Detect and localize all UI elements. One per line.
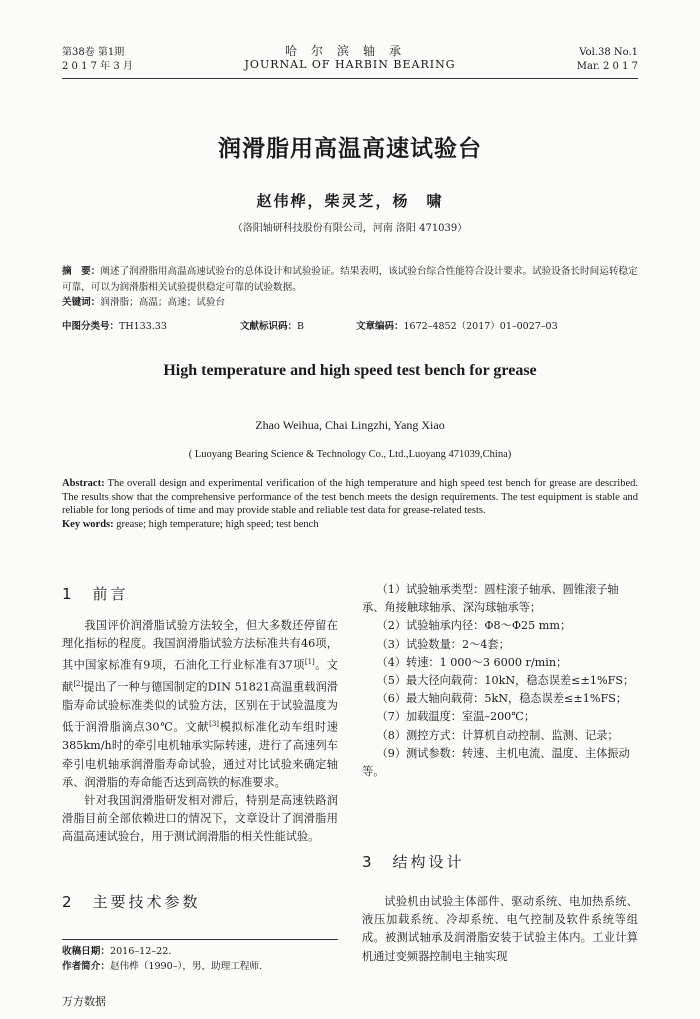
affiliation-cn: （洛阳轴研科技股份有限公司，河南 洛阳 471039）	[232, 223, 468, 234]
article-value: 1672–4852（2017）01–0027–03	[403, 321, 558, 332]
section-2-heading: 2 主要技术参数	[62, 893, 201, 911]
clc-value: TH133.33	[119, 321, 167, 332]
citation-ref: [2]	[73, 680, 84, 689]
author-bio-label: 作者简介：	[62, 961, 110, 972]
parameter-item: （5）最大径向载荷：10kN，稳态误差≤±1%FS；	[376, 674, 635, 688]
parameter-item: （6）最大轴向载荷：5kN，稳态误差≤±1%FS；	[376, 692, 628, 706]
section-1-paragraph-1	[62, 617, 338, 792]
abstract-en-text: The overall design and experimental verification of the high temperature and high speed test bench for grease are described. The results show that the comprehensive performance of the test bench meets the design requirements. The test equipment is stable and reliable for long periods of time and may provide stable and reliable test data for grease-related tests.	[62, 478, 639, 516]
header-volume-en	[577, 46, 638, 74]
para-text: 模拟标准化动车组时速385km/h时的牵引电机轴承实际转速，进行了高速列车牵引电机轴承润滑脂寿命试验，通过对比试验来确定轴承、润滑脂的寿命能否达到高铁的标准要求。	[62, 721, 338, 789]
footnote-rule	[62, 939, 338, 940]
section-1-heading: 1 前言	[62, 585, 129, 603]
keywords-cn: 润滑脂；高温；高速；试验台	[100, 297, 226, 308]
para-text: 提出了一种与德国制定的DIN 51821高温重载润滑脂寿命试验标准类似的试验方法，区别在于试验温度为低于润滑脂滴点30℃。文献	[62, 681, 338, 735]
clc-label: 中图分类号：	[62, 321, 120, 332]
parameter-item: （8）测控方式：计算机自动控制、监测、记录；	[376, 728, 619, 742]
para-text: 。文献	[62, 659, 338, 695]
section-3-paragraph-1: 试验机由试验主体部件、驱动系统、电加热系统、液压加载系统、冷却系统、电气控制及软件系统等组成。被测试轴承及润滑脂安装于试验主体内。工业计算机通过变频器控制电主轴实现	[362, 895, 638, 963]
authors-en: Zhao Weihua, Chai Lingzhi, Yang Xiao	[255, 418, 445, 432]
abstract-cn-label: 摘 要：	[62, 266, 101, 277]
received-date: 2016–12–22.	[109, 946, 172, 957]
title-en: High temperature and high speed test bench for grease	[163, 362, 537, 379]
doccode-value: B	[297, 321, 304, 332]
parameter-item: （7）加载温度：室温–200℃；	[376, 710, 536, 724]
section-3-heading: 3 结构设计	[362, 853, 465, 871]
citation-ref: [3]	[209, 720, 220, 729]
keywords-cn-label: 关键词：	[62, 297, 101, 308]
section-1-body	[62, 617, 338, 847]
journal-name-cn: 哈尔滨轴承	[284, 44, 415, 58]
parameter-item: （1）试验轴承类型：圆柱滚子轴承、圆锥滚子轴承、角接触球轴承、深沟球轴承等；	[362, 583, 619, 615]
date-cn: 2 0 1 7 年 3 月	[62, 61, 133, 72]
author-bio: 赵伟桦（1990–），男，助理工程师.	[109, 961, 263, 972]
keywords-en: grease; high temperature; high speed; test bench	[116, 518, 319, 530]
authors-cn: 赵伟桦，柴灵芝，杨 啸	[256, 192, 444, 210]
header-journal	[200, 44, 500, 72]
doccode-label: 文献标识码：	[240, 321, 298, 332]
footnote	[62, 944, 338, 974]
article-label: 文章编码：	[356, 321, 404, 332]
header-volume-cn	[62, 46, 133, 74]
journal-name-en: JOURNAL OF HARBIN BEARING	[244, 58, 456, 71]
parameter-list	[362, 581, 638, 781]
date-en: Mar. 2 0 1 7	[576, 61, 638, 72]
parameter-item: （3）试验数量：2～4套；	[376, 637, 510, 651]
section-3-body	[362, 893, 638, 966]
title-cn: 润滑脂用高温高速试验台	[218, 136, 482, 162]
volume-issue-cn: 第38卷 第1期	[62, 47, 125, 58]
abstract-cn-text: 阐述了润滑脂用高温高速试验台的总体设计和试验验证。结果表明，该试验台综合性能符合设计要求。试验设备长时间运转稳定可靠，可以为润滑脂相关试验提供稳定可靠的试验数据。	[62, 266, 638, 293]
affiliation-en: ( Luoyang Bearing Science & Technology Co., Ltd.,Luoyang 471039,China)	[188, 449, 512, 460]
citation-ref: [1]	[304, 658, 315, 667]
received-label: 收稿日期：	[62, 946, 110, 957]
abstract-cn	[62, 264, 638, 311]
header-rule	[62, 78, 638, 79]
keywords-en-label: Key words:	[62, 518, 114, 530]
parameter-item: （2）试验轴承内径：Φ8～Φ25 mm；	[376, 619, 572, 633]
classification-row	[62, 318, 638, 334]
parameter-item: （9）测试参数：转速、主机电流、温度、主体振动等。	[362, 746, 630, 779]
volume-issue-en: Vol.38 No.1	[579, 47, 638, 58]
section-1-paragraph-2: 针对我国润滑脂研发相对滞后，特别是高速铁路润滑脂目前全部依赖进口的情况下，文章设计了润滑脂用高温高速试验台，用于测试润滑脂的相关性能试验。	[62, 794, 338, 844]
parameter-item: （4）转速：1 000～3 6000 r/min；	[376, 655, 568, 669]
para-text: 我国评价润滑脂试验方法较全，但大多数还停留在理化指标的程度。我国润滑脂试验方法标准共有46项，其中国家标准有9项，石油化工行业标准有37项	[62, 619, 338, 673]
abstract-en-label: Abstract:	[62, 478, 105, 489]
footer-watermark: 万方数据	[62, 995, 106, 1008]
abstract-en	[62, 477, 638, 531]
